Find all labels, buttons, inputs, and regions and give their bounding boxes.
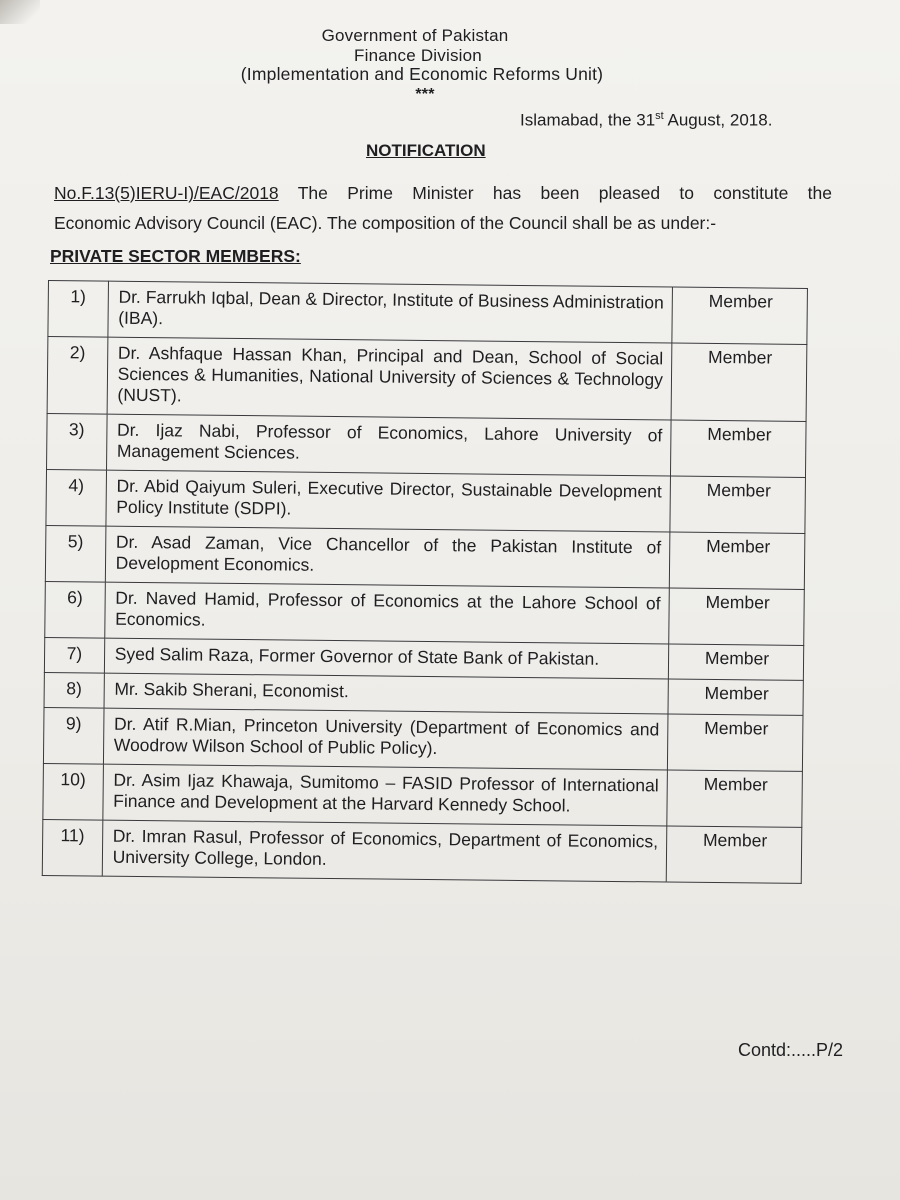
member-description: Syed Salim Raza, Former Governor of State Bank of Pakistan. xyxy=(104,638,669,679)
member-number: 2) xyxy=(47,337,107,415)
member-number: 11) xyxy=(42,819,102,876)
header-separator: *** xyxy=(415,86,435,103)
member-role: Member xyxy=(670,420,806,477)
member-description: Dr. Ijaz Nabi, Professor of Economics, Lahore University of Management Sciences. xyxy=(106,414,671,476)
continued-note: Contd:.....P/2 xyxy=(738,1040,844,1060)
member-role: Member xyxy=(669,588,805,645)
section-title: PRIVATE SECTOR MEMBERS: xyxy=(50,246,301,266)
member-description: Dr. Imran Rasul, Professor of Economics, Department of Economics, University College, London. xyxy=(102,820,667,882)
members-table xyxy=(42,280,808,884)
member-number: 9) xyxy=(43,707,103,764)
header-division: Finance Division xyxy=(354,46,482,65)
member-role: Member xyxy=(672,287,808,344)
dateline xyxy=(520,110,772,131)
member-role: Member xyxy=(671,343,807,421)
member-role: Member xyxy=(667,714,803,771)
dateline-suffix: August, 2018. xyxy=(663,110,773,130)
member-number: 6) xyxy=(45,581,105,638)
member-role: Member xyxy=(668,679,803,715)
table-row xyxy=(42,819,802,883)
header-unit: (Implementation and Economic Reforms Unit) xyxy=(240,64,604,84)
table-row xyxy=(45,581,805,645)
member-number: 10) xyxy=(43,763,103,820)
member-description: Mr. Sakib Sherani, Economist. xyxy=(104,673,669,714)
member-description: Dr. Asim Ijaz Khawaja, Sumitomo – FASID Professor of International Finance and Development at the Harvard Kennedy School. xyxy=(103,764,668,826)
member-number: 4) xyxy=(46,469,106,526)
member-number: 5) xyxy=(45,525,105,582)
table-row xyxy=(45,525,805,589)
member-description: Dr. Abid Qaiyum Suleri, Executive Director, Sustainable Development Policy Institute (SDPI). xyxy=(106,470,671,532)
table-row xyxy=(43,763,803,827)
notification-title: NOTIFICATION xyxy=(366,141,486,160)
member-role: Member xyxy=(670,476,806,533)
reference-number: No.F.13(5)IERU-I)/EAC/2018 xyxy=(54,183,279,203)
table-row xyxy=(47,337,807,422)
member-role: Member xyxy=(667,770,803,827)
body-line-1-text: The Prime Minister has been pleased to constitute the xyxy=(278,183,832,203)
member-role: Member xyxy=(668,644,803,680)
body-line-1 xyxy=(54,178,832,208)
member-description: Dr. Ashfaque Hassan Khan, Principal and Dean, School of Social Sciences & Humanities, National University of Sciences & Technology (NUST). xyxy=(107,337,672,420)
table-row xyxy=(47,413,807,477)
page-corner-shadow xyxy=(0,0,40,24)
member-number: 7) xyxy=(44,637,104,673)
table-row xyxy=(46,469,806,533)
member-number: 8) xyxy=(44,672,104,708)
table-row xyxy=(43,707,803,771)
member-number: 3) xyxy=(47,413,107,470)
member-description: Dr. Atif R.Mian, Princeton University (Department of Economics and Woodrow Wilson School of Public Policy). xyxy=(103,708,668,770)
body-line-2: Economic Advisory Council (EAC). The composition of the Council shall be as under:- xyxy=(54,213,717,233)
member-description: Dr. Asad Zaman, Vice Chancellor of the Pakistan Institute of Development Economics. xyxy=(105,526,670,588)
member-number: 1) xyxy=(48,281,108,338)
header-government: Government of Pakistan xyxy=(321,26,509,45)
member-description: Dr. Naved Hamid, Professor of Economics at the Lahore School of Economics. xyxy=(104,582,669,644)
table-row xyxy=(48,281,808,345)
member-role: Member xyxy=(666,826,802,883)
members-table-wrapper xyxy=(40,280,847,1008)
member-role: Member xyxy=(669,532,805,589)
dateline-prefix: Islamabad, the 31 xyxy=(520,110,656,130)
member-description: Dr. Farrukh Iqbal, Dean & Director, Institute of Business Administration (IBA). xyxy=(108,281,673,343)
dateline-ordinal: st xyxy=(655,110,664,122)
